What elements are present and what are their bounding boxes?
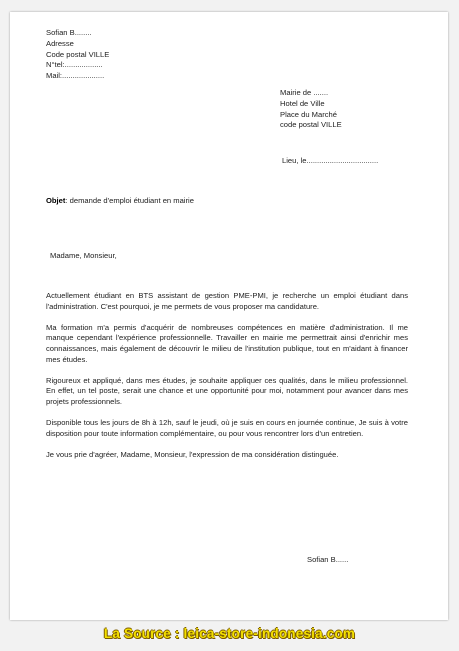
body-paragraph: Actuellement étudiant en BTS assistant de gestion PME-PMI, je recherche un emploi étudiant dans l'administration. C'est pourquoi, je me permets de vous proposer ma candidature. (46, 291, 408, 311)
source-watermark: La Source : leica-store-indonesia.com (103, 626, 356, 641)
subject-text: : demande d'emploi étudiant en mairie (65, 196, 194, 205)
letter-body (46, 291, 408, 470)
subject-line (46, 196, 194, 207)
sender-phone: N°tel:.................. (46, 60, 103, 70)
place-date: Lieu, le.................................. (282, 156, 379, 165)
sender-email: Mail:.................... (46, 71, 105, 81)
recipient-line: Mairie de ....... (280, 88, 329, 97)
recipient-line: Place du Marché (280, 109, 337, 119)
body-paragraph: Rigoureux et appliqué, dans mes études, je souhaite appliquer ces qualités, dans le milieu professionnel. En effet, un tel poste, serait une chance et une opportunité pour moi, notamment pour avancer dans mes projets professionnels. (46, 375, 408, 407)
body-paragraph: Disponible tous les jours de 8h à 12h, sauf le jeudi, où je suis en cours en journée continue, Je suis à votre disposition pour toute information complémentaire, ou pour vous rencontrer lors d'un entretien. (46, 418, 408, 438)
closing-paragraph: Je vous prie d'agréer, Madame, Monsieur, l'expression de ma considération distinguée. (46, 449, 339, 459)
sender-name: Sofian B........ (46, 28, 92, 37)
signature: Sofian B...... (307, 555, 349, 564)
sender-postal-code: Code postal VILLE (46, 49, 110, 59)
recipient-block (280, 88, 342, 131)
body-paragraph: Ma formation m'a permis d'acquérir de nombreuses compétences en matière d'administration. Il me manque cependant l'expérience professionnelle. Travailler en mairie me permettrait ainsi d'enrichir mes connaissances, mais également de découvrir le milieu de l'institution publique, tout en m'aidant à financer mes études. (46, 322, 408, 364)
recipient-line: Hotel de Ville (280, 98, 325, 108)
sender-block (46, 28, 109, 82)
salutation: Madame, Monsieur, (50, 251, 117, 260)
sender-address: Adresse (46, 38, 74, 48)
letter-page (10, 12, 448, 620)
subject-label: Objet (46, 196, 66, 205)
recipient-line: code postal VILLE (280, 120, 342, 130)
